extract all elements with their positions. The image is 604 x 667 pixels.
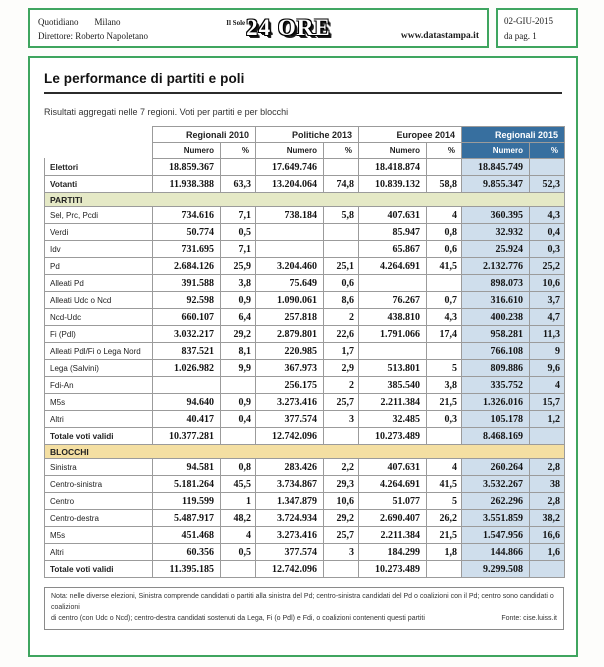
table-row (45, 309, 565, 326)
logo-small-text: Il Sole (226, 19, 246, 27)
table-row (45, 527, 565, 544)
table-row (45, 476, 565, 493)
numero-cell (359, 275, 427, 292)
table-row (45, 459, 565, 476)
numero-cell: 18.859.367 (153, 159, 221, 176)
percent-cell: 4 (427, 207, 462, 224)
numero-cell: 10.273.489 (359, 428, 427, 445)
row-label: M5s (45, 394, 153, 411)
numero-cell: 1.347.879 (256, 493, 324, 510)
clipping-date: 02-GIU-2015 (504, 16, 553, 26)
numero-cell: 260.264 (462, 459, 530, 476)
percent-cell: 9,9 (221, 360, 256, 377)
row-label: Alleati Udc o Ncd (45, 292, 153, 309)
table-row (45, 159, 565, 176)
percent-cell: 5,8 (324, 207, 359, 224)
percent-cell: 0,3 (427, 411, 462, 428)
row-label: Sinistra (45, 459, 153, 476)
percent-cell: 0,9 (221, 292, 256, 309)
percent-cell: 25,9 (221, 258, 256, 275)
table-row (45, 493, 565, 510)
numero-cell: 809.886 (462, 360, 530, 377)
percent-cell: 11,3 (530, 326, 565, 343)
results-table (44, 126, 565, 578)
percent-cell: 2 (324, 377, 359, 394)
numero-cell: 1.547.956 (462, 527, 530, 544)
numero-cell: 12.742.096 (256, 561, 324, 578)
table-row (45, 561, 565, 578)
numero-cell: 407.631 (359, 459, 427, 476)
website-url: www.datastampa.it (400, 31, 479, 41)
sub-header-numero: Numero (359, 143, 427, 159)
numero-cell (256, 241, 324, 258)
numero-cell: 898.073 (462, 275, 530, 292)
percent-cell: 15,7 (530, 394, 565, 411)
numero-cell: 3.273.416 (256, 394, 324, 411)
numero-cell: 2.211.384 (359, 527, 427, 544)
percent-cell: 25,7 (324, 527, 359, 544)
numero-cell: 2.211.384 (359, 394, 427, 411)
publication-info (38, 13, 198, 43)
percent-cell: 2,8 (530, 459, 565, 476)
percent-cell: 4 (530, 377, 565, 394)
numero-cell: 12.742.096 (256, 428, 324, 445)
percent-cell (324, 241, 359, 258)
footnote-line2: di centro (con Udc o Ncd); centro-destra candidati sostenuti da Lega, Fi (o Pdl) e Fdi, o coalizioni contenenti questi partiti (51, 614, 425, 622)
percent-cell: 41,5 (427, 476, 462, 493)
numero-cell: 257.818 (256, 309, 324, 326)
numero-cell: 451.468 (153, 527, 221, 544)
table-row (45, 241, 565, 258)
numero-cell: 13.204.064 (256, 176, 324, 193)
row-label: Alleati Pd (45, 275, 153, 292)
percent-cell: 1,8 (427, 544, 462, 561)
numero-cell: 1.791.066 (359, 326, 427, 343)
table-row (45, 394, 565, 411)
masthead (28, 8, 578, 48)
percent-cell (427, 428, 462, 445)
percent-cell (530, 428, 565, 445)
numero-cell: 1.026.982 (153, 360, 221, 377)
percent-cell: 45,5 (221, 476, 256, 493)
percent-cell: 21,5 (427, 527, 462, 544)
numero-cell: 94.581 (153, 459, 221, 476)
percent-cell: 10,6 (324, 493, 359, 510)
row-label: Idv (45, 241, 153, 258)
sub-header-percent: % (324, 143, 359, 159)
numero-cell (359, 343, 427, 360)
percent-cell: 48,2 (221, 510, 256, 527)
numero-cell: 18.845.749 (462, 159, 530, 176)
numero-cell: 11.395.185 (153, 561, 221, 578)
numero-cell: 94.640 (153, 394, 221, 411)
percent-cell: 9 (530, 343, 565, 360)
row-label: Sel, Prc, Pcdi (45, 207, 153, 224)
row-label: Elettori (45, 159, 153, 176)
numero-cell: 1.326.016 (462, 394, 530, 411)
percent-cell (324, 428, 359, 445)
row-label: Votanti (45, 176, 153, 193)
percent-cell: 5 (427, 360, 462, 377)
percent-cell (324, 224, 359, 241)
numero-cell: 3.273.416 (256, 527, 324, 544)
numero-cell: 2.684.126 (153, 258, 221, 275)
row-label: Pd (45, 258, 153, 275)
percent-cell: 0,9 (221, 394, 256, 411)
numero-cell: 734.616 (153, 207, 221, 224)
sub-header-numero: Numero (256, 143, 324, 159)
percent-cell: 2,2 (324, 459, 359, 476)
numero-cell: 9.299.508 (462, 561, 530, 578)
numero-cell: 11.938.388 (153, 176, 221, 193)
row-label: Alleati Pdl/Fi o Lega Nord (45, 343, 153, 360)
percent-cell: 4 (221, 527, 256, 544)
percent-cell (324, 561, 359, 578)
group-header-row (45, 127, 565, 143)
numero-cell: 660.107 (153, 309, 221, 326)
numero-cell: 958.281 (462, 326, 530, 343)
percent-cell: 0,6 (324, 275, 359, 292)
row-label: Centro-destra (45, 510, 153, 527)
numero-cell: 75.649 (256, 275, 324, 292)
numero-cell: 50.774 (153, 224, 221, 241)
numero-cell: 391.588 (153, 275, 221, 292)
group-header-regionali-2015: Regionali 2015 (462, 127, 565, 143)
numero-cell: 400.238 (462, 309, 530, 326)
percent-cell: 2,8 (530, 493, 565, 510)
percent-cell: 7,1 (221, 207, 256, 224)
numero-cell: 119.599 (153, 493, 221, 510)
numero-cell: 377.574 (256, 411, 324, 428)
numero-cell: 766.108 (462, 343, 530, 360)
article-subtitle: Risultati aggregati nelle 7 regioni. Voti per partiti e per blocchi (44, 107, 289, 117)
numero-cell: 32.932 (462, 224, 530, 241)
row-label: Lega (Salvini) (45, 360, 153, 377)
numero-cell: 3.724.934 (256, 510, 324, 527)
numero-cell: 385.540 (359, 377, 427, 394)
numero-cell: 731.695 (153, 241, 221, 258)
source-credit: Fonte: cise.luiss.it (501, 614, 557, 622)
publication-kind: Quotidiano (38, 17, 79, 27)
percent-cell: 2,9 (324, 360, 359, 377)
percent-cell: 1 (221, 493, 256, 510)
numero-cell: 144.866 (462, 544, 530, 561)
table-row (45, 510, 565, 527)
percent-cell: 29,2 (221, 326, 256, 343)
percent-cell: 10,6 (530, 275, 565, 292)
percent-cell: 8,6 (324, 292, 359, 309)
footnote-box (44, 587, 564, 630)
numero-cell: 377.574 (256, 544, 324, 561)
percent-cell: 4 (427, 459, 462, 476)
percent-cell: 74,8 (324, 176, 359, 193)
percent-cell: 0,4 (221, 411, 256, 428)
row-label: Totale voti validi (45, 428, 153, 445)
numero-cell: 262.296 (462, 493, 530, 510)
percent-cell (427, 343, 462, 360)
masthead-main-box (28, 8, 489, 48)
percent-cell (324, 159, 359, 176)
percent-cell: 52,3 (530, 176, 565, 193)
numero-cell: 184.299 (359, 544, 427, 561)
table-row (45, 428, 565, 445)
numero-cell: 85.947 (359, 224, 427, 241)
article-title: Le performance di partiti e poli (44, 71, 562, 94)
logo-big-text: 24 ORE (246, 15, 331, 40)
table-row (45, 343, 565, 360)
numero-cell: 4.264.691 (359, 258, 427, 275)
numero-cell: 283.426 (256, 459, 324, 476)
numero-cell: 335.752 (462, 377, 530, 394)
percent-cell (221, 561, 256, 578)
table-row (45, 258, 565, 275)
percent-cell: 5 (427, 493, 462, 510)
numero-cell: 32.485 (359, 411, 427, 428)
numero-cell: 8.468.169 (462, 428, 530, 445)
numero-cell: 25.924 (462, 241, 530, 258)
section-label: PARTITI (45, 193, 565, 207)
row-label: Centro-sinistra (45, 476, 153, 493)
sub-header-row (45, 143, 565, 159)
table-row (45, 292, 565, 309)
percent-cell: 0,8 (221, 459, 256, 476)
table-row (45, 411, 565, 428)
numero-cell: 2.132.776 (462, 258, 530, 275)
numero-cell: 2.879.801 (256, 326, 324, 343)
table-row (45, 544, 565, 561)
numero-cell: 105.178 (462, 411, 530, 428)
publication-director: Direttore: Roberto Napoletano (38, 30, 148, 41)
percent-cell: 0,3 (530, 241, 565, 258)
numero-cell: 17.649.746 (256, 159, 324, 176)
numero-cell: 5.487.917 (153, 510, 221, 527)
numero-cell: 220.985 (256, 343, 324, 360)
numero-cell: 837.521 (153, 343, 221, 360)
numero-cell: 360.395 (462, 207, 530, 224)
percent-cell: 6,4 (221, 309, 256, 326)
row-label: Verdi (45, 224, 153, 241)
table-row (45, 275, 565, 292)
section-row-blocchi (45, 445, 565, 459)
percent-cell: 9,6 (530, 360, 565, 377)
publication-city: Milano (94, 17, 121, 27)
percent-cell: 8,1 (221, 343, 256, 360)
numero-cell: 1.090.061 (256, 292, 324, 309)
percent-cell: 3,8 (427, 377, 462, 394)
percent-cell (530, 159, 565, 176)
numero-cell: 3.551.859 (462, 510, 530, 527)
percent-cell: 25,1 (324, 258, 359, 275)
percent-cell: 29,2 (324, 510, 359, 527)
sub-header-percent: % (221, 143, 256, 159)
percent-cell (221, 377, 256, 394)
date-box (496, 8, 578, 48)
percent-cell: 7,1 (221, 241, 256, 258)
percent-cell: 3 (324, 411, 359, 428)
row-label: Centro (45, 493, 153, 510)
percent-cell: 1,6 (530, 544, 565, 561)
row-label: Fi (Pdl) (45, 326, 153, 343)
percent-cell: 0,5 (221, 224, 256, 241)
table-row (45, 377, 565, 394)
numero-cell: 65.867 (359, 241, 427, 258)
percent-cell: 38,2 (530, 510, 565, 527)
footnote-line1: Nota: nelle diverse elezioni, Sinistra comprende candidati o partiti alla sinistra del Pd; centro-sinistra candidati del Pd o coalizioni con il Pd; centro sono candidati o coalizioni (51, 593, 554, 611)
numero-cell: 3.032.217 (153, 326, 221, 343)
percent-cell: 26,2 (427, 510, 462, 527)
percent-cell: 3,8 (221, 275, 256, 292)
numero-cell: 40.417 (153, 411, 221, 428)
percent-cell: 22,6 (324, 326, 359, 343)
percent-cell (221, 159, 256, 176)
percent-cell: 0,8 (427, 224, 462, 241)
percent-cell: 0,4 (530, 224, 565, 241)
percent-cell: 29,3 (324, 476, 359, 493)
numero-cell: 256.175 (256, 377, 324, 394)
percent-cell (427, 275, 462, 292)
numero-cell: 438.810 (359, 309, 427, 326)
percent-cell (427, 159, 462, 176)
group-header-regionali-2010: Regionali 2010 (153, 127, 256, 143)
section-row-partiti (45, 193, 565, 207)
percent-cell: 25,2 (530, 258, 565, 275)
percent-cell: 0,6 (427, 241, 462, 258)
percent-cell: 3,7 (530, 292, 565, 309)
percent-cell: 4,3 (530, 207, 565, 224)
numero-cell (256, 224, 324, 241)
percent-cell: 16,6 (530, 527, 565, 544)
group-header-politiche-2013: Politiche 2013 (256, 127, 359, 143)
percent-cell: 21,5 (427, 394, 462, 411)
corner-cell (45, 143, 153, 159)
numero-cell: 76.267 (359, 292, 427, 309)
numero-cell: 4.264.691 (359, 476, 427, 493)
sub-header-numero: Numero (462, 143, 530, 159)
table-row (45, 360, 565, 377)
numero-cell: 2.690.407 (359, 510, 427, 527)
percent-cell: 38 (530, 476, 565, 493)
sub-header-percent: % (530, 143, 565, 159)
percent-cell: 17,4 (427, 326, 462, 343)
percent-cell: 4,3 (427, 309, 462, 326)
numero-cell: 9.855.347 (462, 176, 530, 193)
results-table-body (45, 159, 565, 578)
numero-cell: 3.532.267 (462, 476, 530, 493)
numero-cell: 18.418.874 (359, 159, 427, 176)
percent-cell: 0,5 (221, 544, 256, 561)
corner-cell (45, 127, 153, 143)
section-label: BLOCCHI (45, 445, 565, 459)
row-label: Fdi-An (45, 377, 153, 394)
numero-cell (153, 377, 221, 394)
numero-cell: 738.184 (256, 207, 324, 224)
percent-cell (530, 561, 565, 578)
group-header-europee-2014: Europee 2014 (359, 127, 462, 143)
percent-cell: 63,3 (221, 176, 256, 193)
page-reference: da pag. 1 (504, 31, 537, 42)
percent-cell: 1,7 (324, 343, 359, 360)
numero-cell: 407.631 (359, 207, 427, 224)
numero-cell: 3.734.867 (256, 476, 324, 493)
percent-cell: 41,5 (427, 258, 462, 275)
numero-cell: 51.077 (359, 493, 427, 510)
percent-cell: 25,7 (324, 394, 359, 411)
numero-cell: 513.801 (359, 360, 427, 377)
numero-cell: 60.356 (153, 544, 221, 561)
numero-cell: 10.273.489 (359, 561, 427, 578)
percent-cell: 2 (324, 309, 359, 326)
percent-cell (221, 428, 256, 445)
numero-cell: 5.181.264 (153, 476, 221, 493)
article-box (28, 56, 578, 657)
numero-cell: 10.377.281 (153, 428, 221, 445)
table-row (45, 207, 565, 224)
percent-cell: 1,2 (530, 411, 565, 428)
numero-cell: 3.204.460 (256, 258, 324, 275)
percent-cell: 3 (324, 544, 359, 561)
row-label: Ncd-Udc (45, 309, 153, 326)
percent-cell (427, 561, 462, 578)
percent-cell: 58,8 (427, 176, 462, 193)
row-label: Altri (45, 544, 153, 561)
numero-cell: 92.598 (153, 292, 221, 309)
table-row (45, 176, 565, 193)
newspaper-logo (198, 13, 359, 43)
table-row (45, 326, 565, 343)
sub-header-numero: Numero (153, 143, 221, 159)
percent-cell: 4,7 (530, 309, 565, 326)
numero-cell: 316.610 (462, 292, 530, 309)
percent-cell: 0,7 (427, 292, 462, 309)
row-label: Totale voti validi (45, 561, 153, 578)
row-label: Altri (45, 411, 153, 428)
row-label: M5s (45, 527, 153, 544)
numero-cell: 10.839.132 (359, 176, 427, 193)
table-row (45, 224, 565, 241)
numero-cell: 367.973 (256, 360, 324, 377)
sub-header-percent: % (427, 143, 462, 159)
